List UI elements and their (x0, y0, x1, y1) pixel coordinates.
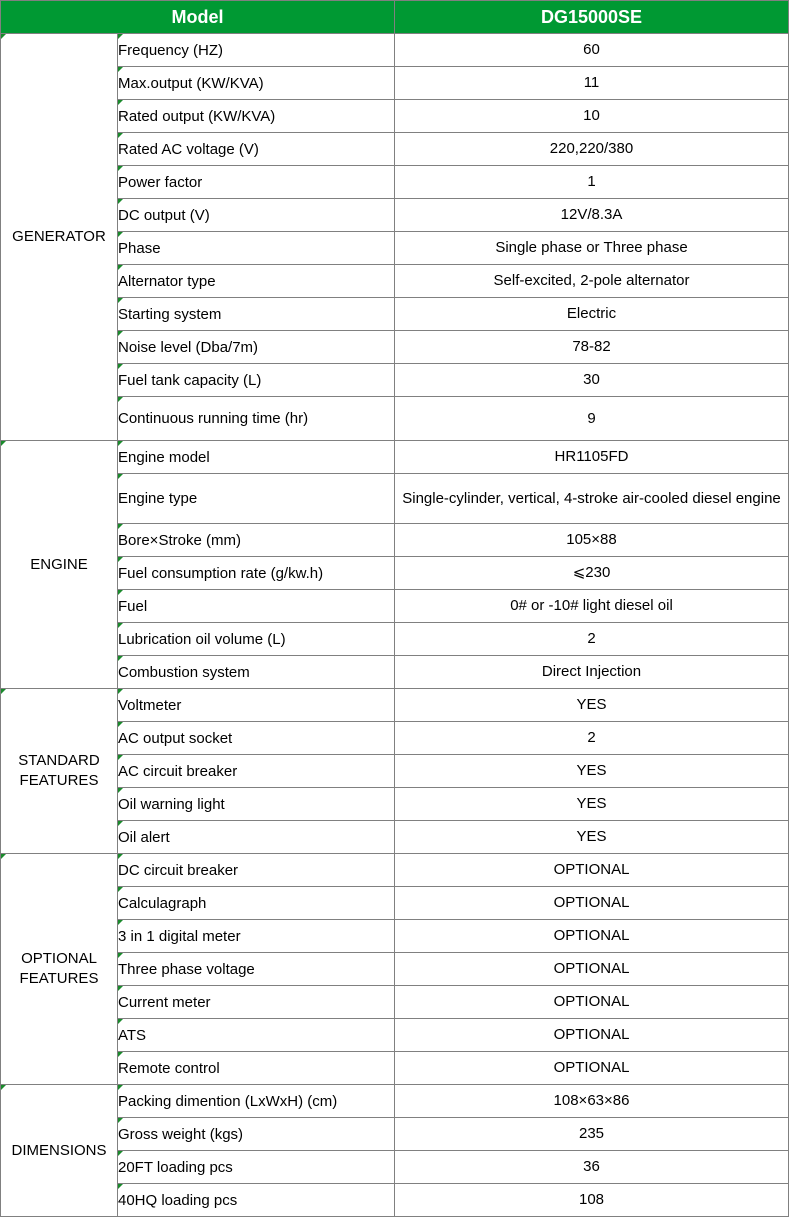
table-row (1, 1085, 789, 1118)
row-value: 108 (395, 1184, 789, 1217)
row-label: Frequency (HZ) (118, 34, 395, 67)
row-label: Engine type (118, 474, 395, 524)
row-label: Phase (118, 232, 395, 265)
table-row (1, 887, 789, 920)
row-value: OPTIONAL (395, 920, 789, 953)
table-row (1, 524, 789, 557)
row-label: AC circuit breaker (118, 755, 395, 788)
table-row (1, 821, 789, 854)
row-value: 30 (395, 364, 789, 397)
row-value: 9 (395, 397, 789, 441)
row-value: 108×63×86 (395, 1085, 789, 1118)
row-value: 78-82 (395, 331, 789, 364)
row-value: 2 (395, 623, 789, 656)
row-label: DC output (V) (118, 199, 395, 232)
row-label: Bore×Stroke (mm) (118, 524, 395, 557)
row-label: 20FT loading pcs (118, 1151, 395, 1184)
group-generator: GENERATOR (1, 34, 118, 441)
row-value: 0# or -10# light diesel oil (395, 590, 789, 623)
table-row (1, 67, 789, 100)
row-label: 40HQ loading pcs (118, 1184, 395, 1217)
table-row (1, 364, 789, 397)
row-label: 3 in 1 digital meter (118, 920, 395, 953)
group-optional-features: OPTIONAL FEATURES (1, 854, 118, 1085)
header-row (1, 1, 789, 34)
row-value: Electric (395, 298, 789, 331)
table-row (1, 788, 789, 821)
row-value: OPTIONAL (395, 854, 789, 887)
table-row (1, 199, 789, 232)
row-label: DC circuit breaker (118, 854, 395, 887)
row-value: 11 (395, 67, 789, 100)
table-row (1, 623, 789, 656)
table-row (1, 722, 789, 755)
table-row (1, 920, 789, 953)
row-label: Fuel consumption rate (g/kw.h) (118, 557, 395, 590)
table-row (1, 1151, 789, 1184)
table-row (1, 265, 789, 298)
table-row (1, 34, 789, 67)
table-row (1, 133, 789, 166)
model-header-label: Model (1, 1, 395, 34)
table-row (1, 953, 789, 986)
table-row (1, 1184, 789, 1217)
group-engine: ENGINE (1, 441, 118, 689)
table-row (1, 1118, 789, 1151)
row-label: AC output socket (118, 722, 395, 755)
group-dimensions: DIMENSIONS (1, 1085, 118, 1217)
row-label: Fuel tank capacity (L) (118, 364, 395, 397)
table-row (1, 590, 789, 623)
row-label: Current meter (118, 986, 395, 1019)
table-row (1, 331, 789, 364)
row-value: 60 (395, 34, 789, 67)
row-value: YES (395, 689, 789, 722)
table-row (1, 441, 789, 474)
row-value: Single phase or Three phase (395, 232, 789, 265)
row-value: 36 (395, 1151, 789, 1184)
row-label: Max.output (KW/KVA) (118, 67, 395, 100)
group-standard-features: STANDARD FEATURES (1, 689, 118, 854)
row-label: Voltmeter (118, 689, 395, 722)
table-row (1, 397, 789, 441)
row-value: Direct Injection (395, 656, 789, 689)
table-row (1, 100, 789, 133)
table-row (1, 854, 789, 887)
row-label: Remote control (118, 1052, 395, 1085)
table-row (1, 1052, 789, 1085)
table-row (1, 755, 789, 788)
row-value: ⩽230 (395, 557, 789, 590)
row-label: Engine model (118, 441, 395, 474)
row-label: Rated output (KW/KVA) (118, 100, 395, 133)
row-value: 12V/8.3A (395, 199, 789, 232)
row-value: 10 (395, 100, 789, 133)
row-label: Packing dimention (LxWxH) (cm) (118, 1085, 395, 1118)
row-value: OPTIONAL (395, 1019, 789, 1052)
row-value: Self-excited, 2-pole alternator (395, 265, 789, 298)
row-value: 1 (395, 166, 789, 199)
row-value: 220,220/380 (395, 133, 789, 166)
row-value: 105×88 (395, 524, 789, 557)
row-value: YES (395, 821, 789, 854)
row-label: Power factor (118, 166, 395, 199)
row-value: 235 (395, 1118, 789, 1151)
row-value: 2 (395, 722, 789, 755)
row-value: HR1105FD (395, 441, 789, 474)
row-label: Calculagraph (118, 887, 395, 920)
row-value: Single-cylinder, vertical, 4-stroke air-cooled diesel engine (395, 474, 789, 524)
row-label: Continuous running time (hr) (118, 397, 395, 441)
row-value: YES (395, 788, 789, 821)
row-value: OPTIONAL (395, 1052, 789, 1085)
row-value: YES (395, 755, 789, 788)
row-label: Starting system (118, 298, 395, 331)
row-label: Fuel (118, 590, 395, 623)
table-row (1, 298, 789, 331)
table-row (1, 656, 789, 689)
row-value: OPTIONAL (395, 986, 789, 1019)
table-row (1, 1019, 789, 1052)
table-row (1, 986, 789, 1019)
row-label: Combustion system (118, 656, 395, 689)
model-header-value: DG15000SE (395, 1, 789, 34)
row-label: Oil alert (118, 821, 395, 854)
row-label: Gross weight (kgs) (118, 1118, 395, 1151)
row-label: Oil warning light (118, 788, 395, 821)
row-value: OPTIONAL (395, 953, 789, 986)
table-row (1, 557, 789, 590)
row-label: ATS (118, 1019, 395, 1052)
table-row (1, 689, 789, 722)
table-row (1, 474, 789, 524)
row-label: Lubrication oil volume (L) (118, 623, 395, 656)
row-label: Rated AC voltage (V) (118, 133, 395, 166)
row-value: OPTIONAL (395, 887, 789, 920)
table-row (1, 166, 789, 199)
row-label: Noise level (Dba/7m) (118, 331, 395, 364)
table-row (1, 232, 789, 265)
row-label: Three phase voltage (118, 953, 395, 986)
row-label: Alternator type (118, 265, 395, 298)
